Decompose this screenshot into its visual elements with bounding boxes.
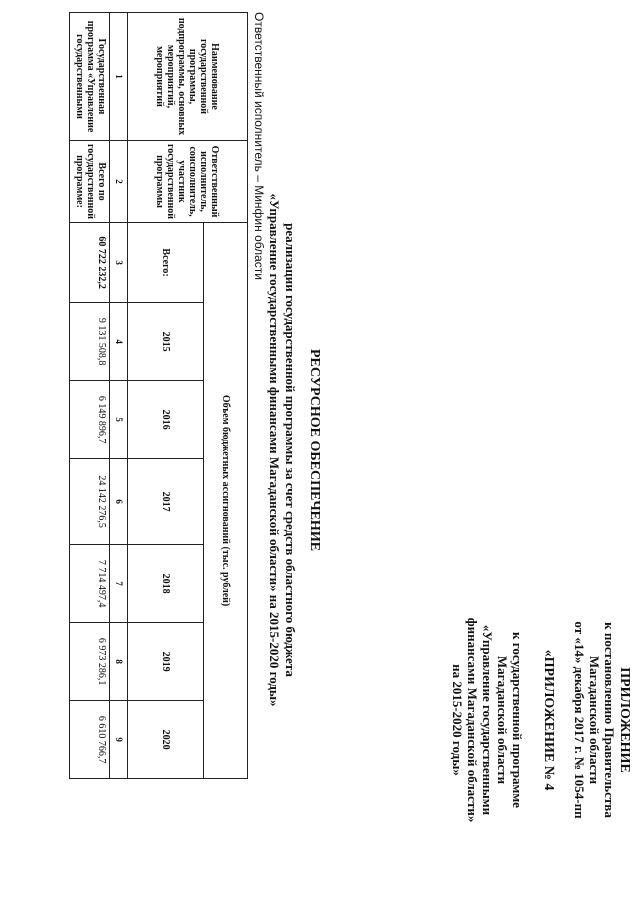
row-value: 6 610 766,7 bbox=[70, 701, 110, 779]
column-number: 7 bbox=[110, 545, 128, 623]
document-subtitle: «Управление государственными финансами Магаданской области» на 2015-2020 годы» bbox=[267, 193, 282, 707]
row-program-name: Государственная программа «Управление государственными bbox=[70, 13, 110, 141]
appendix-line: Магаданской области bbox=[587, 655, 602, 785]
header-year: 2015 bbox=[128, 303, 204, 381]
appendix-gap bbox=[556, 570, 572, 870]
row-value: 9 131 508,8 bbox=[70, 303, 110, 381]
row-value: 24 142 276,5 bbox=[70, 459, 110, 545]
appendix-line: финансами Магаданской области» bbox=[465, 617, 480, 823]
row-value: 6 149 896,7 bbox=[70, 381, 110, 459]
row-executor: Всего по государственной программе: bbox=[70, 141, 110, 223]
document-title: РЕСУРСНОЕ ОБЕСПЕЧЕНИЕ bbox=[307, 348, 322, 552]
table-row bbox=[70, 13, 110, 779]
column-number: 5 bbox=[110, 381, 128, 459]
appendix-line: Магаданской области bbox=[495, 655, 510, 785]
row-value: 7 714 497,4 bbox=[70, 545, 110, 623]
appendix-line: к государственной программе bbox=[510, 632, 525, 808]
header-name: Наименование государственной программы, подпрограммы, основных мероприятий, мероприятий bbox=[128, 13, 248, 141]
header-year: 2020 bbox=[128, 701, 204, 779]
appendix-line: на 2015-2020 годы» bbox=[450, 664, 465, 776]
responsible-executor: Ответственный исполнитель – Минфин области bbox=[252, 12, 266, 280]
appendix-line: «Управление государственными bbox=[480, 624, 495, 816]
appendix-line: к постановлению Правительства bbox=[602, 622, 617, 818]
column-number: 4 bbox=[110, 303, 128, 381]
row-total: 60 722 232,2 bbox=[70, 223, 110, 303]
column-number: 1 bbox=[110, 13, 128, 141]
header-executor: Ответственный исполнитель, соисполнитель, участник государственной программы bbox=[128, 141, 248, 223]
column-number: 2 bbox=[110, 141, 128, 223]
header-year: 2016 bbox=[128, 381, 204, 459]
header-total: Всего: bbox=[128, 223, 204, 303]
row-value: 6 973 286,1 bbox=[70, 623, 110, 701]
column-numbers-row bbox=[110, 13, 128, 779]
appendix-gap bbox=[525, 570, 541, 870]
document-title-block bbox=[266, 40, 322, 860]
header-budget: Объем бюджетных ассигнований (тыс. рублей) bbox=[204, 223, 248, 779]
appendix-no4-title: «ПРИЛОЖЕНИЕ № 4 bbox=[541, 649, 556, 791]
header-year: 2019 bbox=[128, 623, 204, 701]
appendix-title: ПРИЛОЖЕНИЕ bbox=[617, 667, 632, 773]
appendix-line: от «14» декабря 2017 г. № 1054-пп bbox=[572, 621, 587, 819]
column-number: 8 bbox=[110, 623, 128, 701]
column-number: 9 bbox=[110, 701, 128, 779]
column-number: 6 bbox=[110, 459, 128, 545]
column-number: 3 bbox=[110, 223, 128, 303]
appendix-block bbox=[450, 570, 632, 870]
header-year: 2017 bbox=[128, 459, 204, 545]
document-subtitle: реализации государственной программы за счет средств областного бюджета bbox=[283, 223, 298, 677]
header-year: 2018 bbox=[128, 545, 204, 623]
resource-table bbox=[69, 12, 248, 779]
